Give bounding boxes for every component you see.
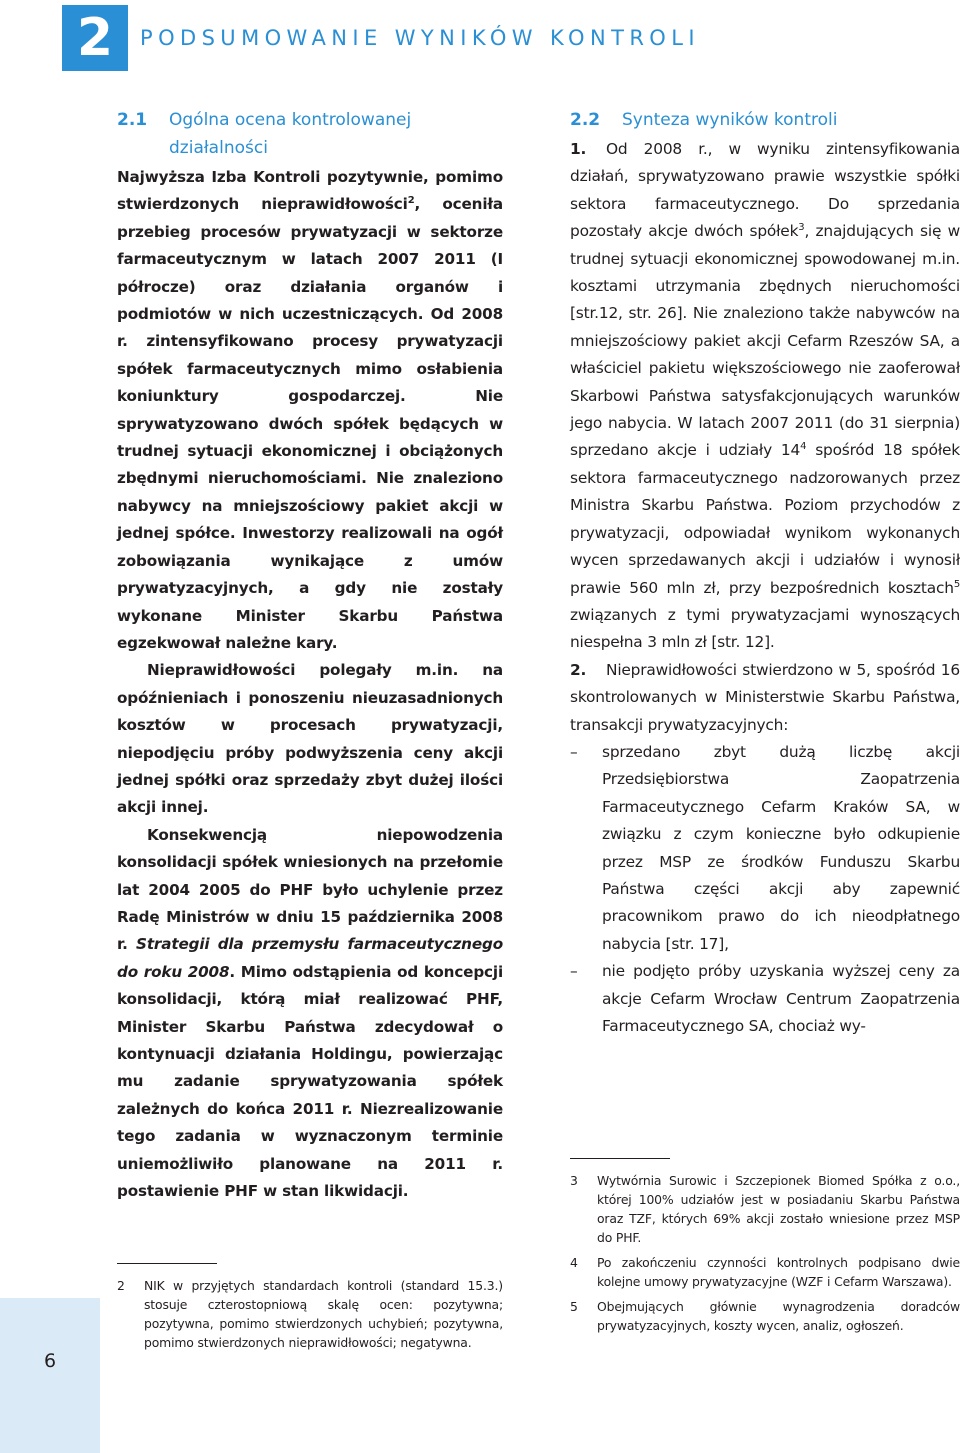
assessment-text-a: Najwyższa Izba Kontroli pozytywnie, pomimo stwierdzonych nieprawidłowości <box>117 168 503 214</box>
footnote-ref-3: 3 <box>798 222 805 234</box>
assessment-text-b: , oceniła przebieg procesów prywatyzacji w sektorze farmaceutycznym w latach 2007 2011 (I półrocze) oraz działania organów i podmiotów w nich uczestniczących. Od 2008 r. zintensyfikowano procesy prywatyzacji spółek farmaceutycznych mimo osłabienia koniunktury gospodarczej. Nie sprywatyzowano dwóch spółek będących w trudnej sytuacji ekonomicznej i obciążonych zbędnymi nieruchomościami. Nie znaleziono nabywcy na mniejszościowy pakiet akcji w jednej spółce. Inwestorzy realizowali na ogół zobowiązania wynikające z umów prywatyzacyjnych, a gdy nie zostały wykonane Minister Skarbu Państwa egzekwował należne kary. <box>117 195 503 652</box>
footnote-ref-5: 5 <box>953 578 960 590</box>
chapter-number-box: 2 <box>62 5 128 71</box>
list-item <box>570 958 960 1040</box>
footnotes-left <box>117 1263 503 1358</box>
dash-bullet: – <box>570 962 578 981</box>
footnote-4 <box>570 1253 960 1291</box>
chapter-title: PODSUMOWANIE WYNIKÓW KONTROLI <box>140 26 700 50</box>
list-item-text: nie podjęto próby uzyskania wyższej ceny za akcje Cefarm Wrocław Centrum Zaopatrzenia Farmaceutycznego SA, chociaż wy- <box>602 962 960 1035</box>
footnote-3 <box>570 1171 960 1247</box>
left-column <box>117 106 503 1205</box>
section-title: Synteza wyników kontroli <box>622 110 838 130</box>
consolidation-text-a: Konsekwencją niepowodzenia konsolidacji spółek wniesionych na przełomie lat 2004 2005 do PHF było uchylenie przez Radę Ministrów w dniu 15 października 2008 r. <box>117 825 503 954</box>
footnotes-right <box>570 1158 960 1341</box>
footnote-ref-2: 2 <box>407 195 415 207</box>
page-number-tab <box>0 1298 100 1453</box>
dash-bullet: – <box>570 742 578 761</box>
right-column <box>570 106 960 1040</box>
page-number: 6 <box>43 1350 57 1372</box>
section-title: Ogólna ocena kontrolowanej działalności <box>169 110 412 158</box>
section-heading-2-1 <box>117 106 503 162</box>
list-item-text: sprzedano zbyt dużą liczbę akcji Przedsiębiorstwa Zaopatrzenia Farmaceutycznego Cefarm Kraków SA, w związku z czym konieczne było odkupienie przez MSP ze środków Funduszu Skarbu Państwa części akcji aby zapewnić pracownikom prawo do ich nieodpłatnego nabycia [str. 17], <box>602 742 960 953</box>
section-heading-2-2 <box>570 106 960 134</box>
footnote-number: 2 <box>117 1278 125 1293</box>
item-number: 1. <box>570 140 587 158</box>
footnote-number: 3 <box>570 1173 578 1188</box>
footnote-text: Wytwórnia Surowic i Szczepionek Biomed Spółka z o.o., której 100% udziałów jest w posiadaniu Skarbu Państwa oraz TZF, których 69% akcji zostało wniesione przez MSP do PHF. <box>597 1173 960 1245</box>
list-item <box>570 739 960 958</box>
item-text-a: Od 2008 r., w wyniku zintensyfikowania działań, sprywatyzowano prawie wszystkie spółki sektora farmaceutycznego. Do sprzedania pozostały akcje dwóch spółek <box>570 140 960 241</box>
footnote-number: 4 <box>570 1255 578 1270</box>
synthesis-text <box>570 136 960 1040</box>
footnote-ref-4: 4 <box>800 441 807 453</box>
footnote-number: 5 <box>570 1299 578 1314</box>
item-text: Nieprawidłowości stwierdzono w 5, spośród 16 skontrolowanych w Ministerstwie Skarbu Państwa, transakcji prywatyzacyjnych: <box>570 660 960 734</box>
section-number: 2.1 <box>117 110 148 130</box>
irregularities-paragraph: Nieprawidłowości polegały m.in. na opóźnieniach i ponoszeniu nieuzasadnionych kosztów w procesach prywatyzacji, niepodjęciu próby podwyższenia ceny akcji jednej spółki oraz sprzedaży zbyt dużej ilości akcji innej. <box>117 661 503 817</box>
footnote-rule <box>117 1263 217 1264</box>
footnote-rule <box>570 1158 670 1159</box>
assessment-paragraph <box>117 164 503 657</box>
footnote-text: NIK w przyjętych standardach kontroli (standard 15.3.) stosuje czterostopniową skalę ocen: pozytywna; pozytywna, pomimo stwierdzonych uchybień; pozytywna, pomimo stwierdzonych nieprawidłowości; negatywna. <box>144 1278 503 1350</box>
general-assessment-text <box>117 164 503 1205</box>
strategy-title: Strategii dla przemysłu farmaceutycznego do roku 2008 <box>117 935 504 981</box>
numbered-item-1 <box>570 136 960 657</box>
item-text-c: spośród 18 spółek sektora farmaceutycznego nadzorowanych przez Ministra Skarbu Państwa. Poziom przychodów z prywatyzacji, odpowiadał wynikom wykonanych wycen sprzedawanych akcji i udziałów i wynosił prawie 560 mln zł, przy bezpośrednich kosztach <box>570 441 960 597</box>
footnote-text: Po zakończeniu czynności kontrolnych podpisano dwie kolejne umowy prywatyzacyjne (WZF i Cefarm Warszawa). <box>597 1255 960 1289</box>
consolidation-paragraph <box>117 822 503 1206</box>
section-number: 2.2 <box>570 110 601 130</box>
footnote-5 <box>570 1297 960 1335</box>
footnote-text: Obejmujących głównie wynagrodzenia doradców prywatyzacyjnych, koszty wycen, analiz, ogłoszeń. <box>597 1299 960 1333</box>
item-text-d: związanych z tymi prywatyzacjami wynoszących niespełna 3 mln zł [str. 12]. <box>570 605 960 652</box>
numbered-item-2 <box>570 657 960 739</box>
item-number: 2. <box>570 660 587 679</box>
consolidation-text-b: . Mimo odstąpienia od koncepcji konsolidacji, którą miał realizować PHF, Minister Skarbu Państwa zdecydował o kontynuacji działania Holdingu, powierzając mu zadanie sprywatyzowania spółek zależnych do końca 2011 r. Niezrealizowanie tego zadania w wyznaczonym terminie uniemożliwiło planowane na 2011 r. postawienie PHF w stan likwidacji. <box>117 962 504 1201</box>
item-text-b: , znajdujących się w trudnej sytuacji ekonomicznej spowodowanej m.in. kosztami utrzymania zbędnych nieruchomości [str.12, str. 26]. Nie znaleziono także nabywców na mniejszościowy pakiet akcji Cefarm Rzeszów SA, a właściciel pakietu większościowego nie zaoferował Skarbowi Państwa satysfakcjonujących warunków jego nabycia. W latach 2007 2011 (do 31 sierpnia) sprzedano akcje i udziały 14 <box>570 222 960 460</box>
footnote-2 <box>117 1276 503 1352</box>
dash-list <box>570 739 960 1040</box>
